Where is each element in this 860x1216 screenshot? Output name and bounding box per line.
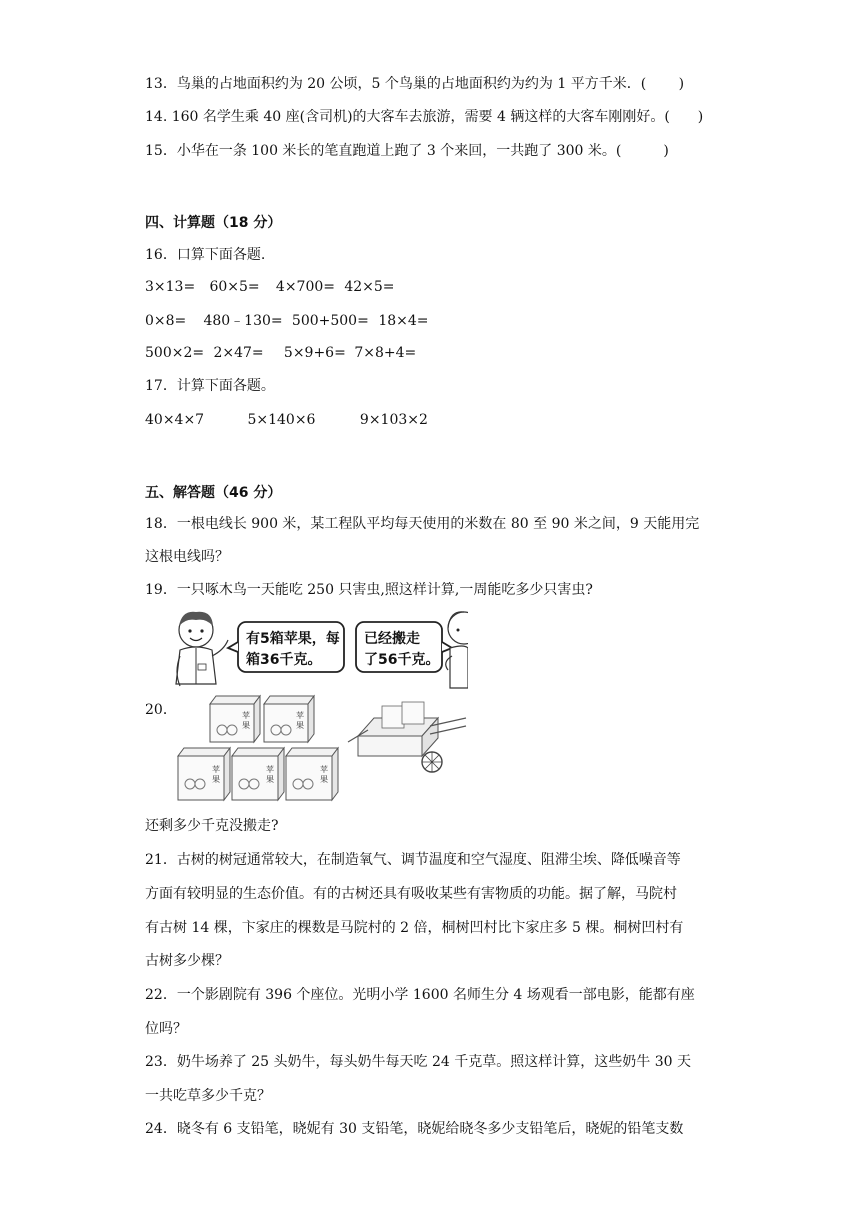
q21-line4: 古树多少棵？ bbox=[145, 953, 229, 969]
calc-item: 480﹣130= bbox=[203, 313, 283, 329]
q20-number: 20． bbox=[145, 702, 177, 718]
q21-line3: 有古树 14 棵，卞家庄的棵数是马院村的 2 倍，桐树凹村比卞家庄多 5 棵。桐树凹村有 bbox=[145, 920, 684, 936]
calc-item: 5×140×6 bbox=[247, 412, 316, 428]
q16: 16．口算下面各题. bbox=[145, 247, 266, 263]
box-label: 苹 bbox=[266, 765, 274, 774]
calc-item: 2×47= bbox=[213, 345, 264, 361]
q22-line2: 位吗？ bbox=[145, 1021, 187, 1037]
box-label: 果 bbox=[212, 775, 220, 784]
q24-line1: 24．晓冬有 6 支铅笔，晓妮有 30 支铅笔，晓妮给晓冬多少支铅笔后，晓妮的铅笔支数 bbox=[145, 1121, 684, 1137]
q17: 17．计算下面各题。 bbox=[145, 378, 275, 394]
cart bbox=[348, 702, 466, 772]
q15: 15．小华在一条 100 米长的笔直跑道上跑了 3 个来回，一共跑了 300 米。( ) bbox=[145, 143, 669, 159]
calc-item: 9×103×2 bbox=[359, 412, 428, 428]
speech-bubble-left bbox=[228, 622, 344, 672]
calc-row-2 bbox=[145, 311, 429, 331]
apple-box bbox=[210, 696, 260, 742]
apple-box bbox=[178, 748, 230, 800]
q13: 13．鸟巢的占地面积约为 20 公顷，5 个鸟巢的占地面积约为约为 1 平方千米．( ) bbox=[145, 76, 685, 92]
q18-line1: 18．一根电线长 900 米，某工程队平均每天使用的米数在 80 至 90 米之间，9 天能用完 bbox=[145, 516, 700, 532]
q23-line2: 一共吃草多少千克？ bbox=[145, 1088, 271, 1104]
calc-item: 18×4= bbox=[378, 313, 429, 329]
bubble-left-line2: 箱36千克。 bbox=[246, 652, 322, 668]
calc-item: 60×5= bbox=[209, 279, 260, 295]
section5-title: 五、解答题（46 分） bbox=[145, 485, 282, 501]
calc-item: 40×4×7 bbox=[145, 412, 205, 428]
bubble-right-line2: 了56千克。 bbox=[364, 652, 440, 668]
calc-row-4 bbox=[145, 410, 428, 430]
q20-illustration bbox=[168, 606, 468, 806]
q20-tail: 还剩多少千克没搬走? bbox=[145, 818, 279, 834]
calc-item: 7×8+4= bbox=[354, 345, 417, 361]
calc-item: 3×13= bbox=[145, 279, 196, 295]
q23-line1: 23．奶牛场养了 25 头奶牛，每头奶牛每天吃 24 千克草。照这样计算，这些奶牛 30 天 bbox=[145, 1054, 691, 1070]
apple-box bbox=[264, 696, 314, 742]
box-label: 苹 bbox=[242, 711, 250, 720]
speech-bubble-right bbox=[356, 622, 452, 672]
box-label: 苹 bbox=[212, 765, 220, 774]
calc-item: 4×700= bbox=[275, 279, 335, 295]
calc-item: 5×9+6= bbox=[283, 345, 346, 361]
box-label: 苹 bbox=[296, 711, 304, 720]
calc-row-1 bbox=[145, 277, 395, 297]
q22-line1: 22．一个影剧院有 396 个座位。光明小学 1600 名师生分 4 场观看一部电影，能都有座 bbox=[145, 987, 695, 1003]
apple-boxes bbox=[178, 696, 338, 800]
q19: 19．一只啄木鸟一天能吃 250 只害虫,照这样计算,一周能吃多少只害虫? bbox=[145, 582, 593, 598]
q21-line2: 方面有较明显的生态价值。有的古树还具有吸收某些有害物质的功能。据了解，马院村 bbox=[145, 886, 677, 902]
calc-item: 500×2= bbox=[145, 345, 205, 361]
box-label: 果 bbox=[266, 775, 274, 784]
box-label: 果 bbox=[242, 721, 250, 730]
calc-row-3 bbox=[145, 343, 416, 363]
calc-item: 42×5= bbox=[344, 279, 395, 295]
calc-item: 500+500= bbox=[291, 313, 369, 329]
box-label: 果 bbox=[320, 775, 328, 784]
q21-line1: 21．古树的树冠通常较大，在制造氧气、调节温度和空气湿度、阻滞尘埃、降低噪音等 bbox=[145, 852, 681, 868]
bubble-left-line1: 有5箱苹果，每 bbox=[246, 631, 340, 647]
calc-item: 0×8= bbox=[145, 313, 187, 329]
q18-line2: 这根电线吗？ bbox=[145, 549, 229, 565]
apple-box bbox=[286, 748, 338, 800]
q14: 14. 160 名学生乘 40 座(含司机)的大客车去旅游，需要 4 辆这样的大客车刚刚好。( ) bbox=[145, 109, 704, 125]
boy-figure bbox=[176, 612, 228, 686]
apple-box bbox=[232, 748, 284, 800]
bubble-right-line1: 已经搬走 bbox=[364, 631, 420, 647]
section4-title: 四、计算题（18 分） bbox=[145, 215, 282, 231]
box-label: 果 bbox=[296, 721, 304, 730]
box-label: 苹 bbox=[320, 765, 328, 774]
